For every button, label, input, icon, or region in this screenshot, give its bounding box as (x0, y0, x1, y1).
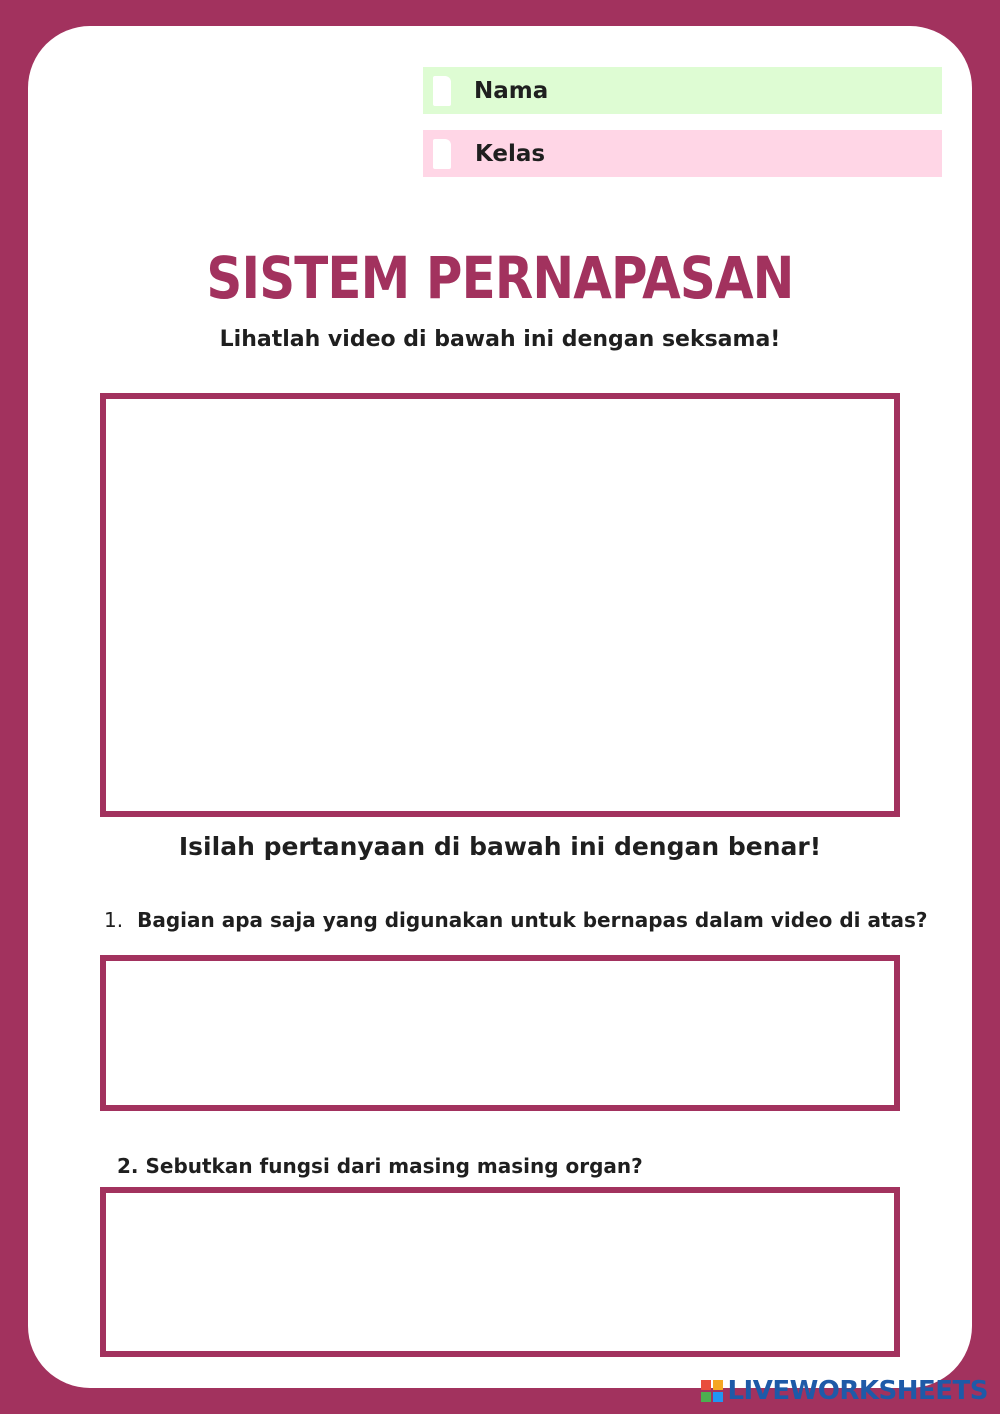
video-frame[interactable] (100, 393, 900, 817)
logo-square-blue (713, 1392, 723, 1402)
name-field[interactable] (423, 67, 942, 114)
liveworksheets-logo-icon (701, 1380, 723, 1402)
answer-2-input[interactable] (100, 1187, 900, 1357)
question-1 (104, 908, 928, 932)
class-field-label: Kelas (475, 140, 546, 167)
answer-1-input[interactable] (100, 955, 900, 1111)
page-title: SISTEM PERNAPASAN (206, 244, 794, 312)
question-2: 2. Sebutkan fungsi dari masing masing organ? (117, 1154, 643, 1178)
video-instruction: Lihatlah video di bawah ini dengan seksama! (219, 327, 781, 352)
name-field-tab (433, 76, 451, 106)
class-field[interactable] (423, 130, 942, 177)
brand-name: LIVEWORKSHEETS (727, 1376, 988, 1406)
question-1-number: 1. (104, 908, 124, 932)
logo-square-orange (713, 1380, 723, 1390)
logo-square-red (701, 1380, 711, 1390)
questions-instruction: Isilah pertanyaan di bawah ini dengan benar! (178, 832, 822, 861)
name-field-label: Nama (474, 77, 549, 104)
class-field-tab (433, 139, 451, 169)
question-1-text: Bagian apa saja yang digunakan untuk bernapas dalam video di atas? (137, 908, 928, 932)
liveworksheets-watermark (701, 1376, 988, 1406)
logo-square-green (701, 1392, 711, 1402)
